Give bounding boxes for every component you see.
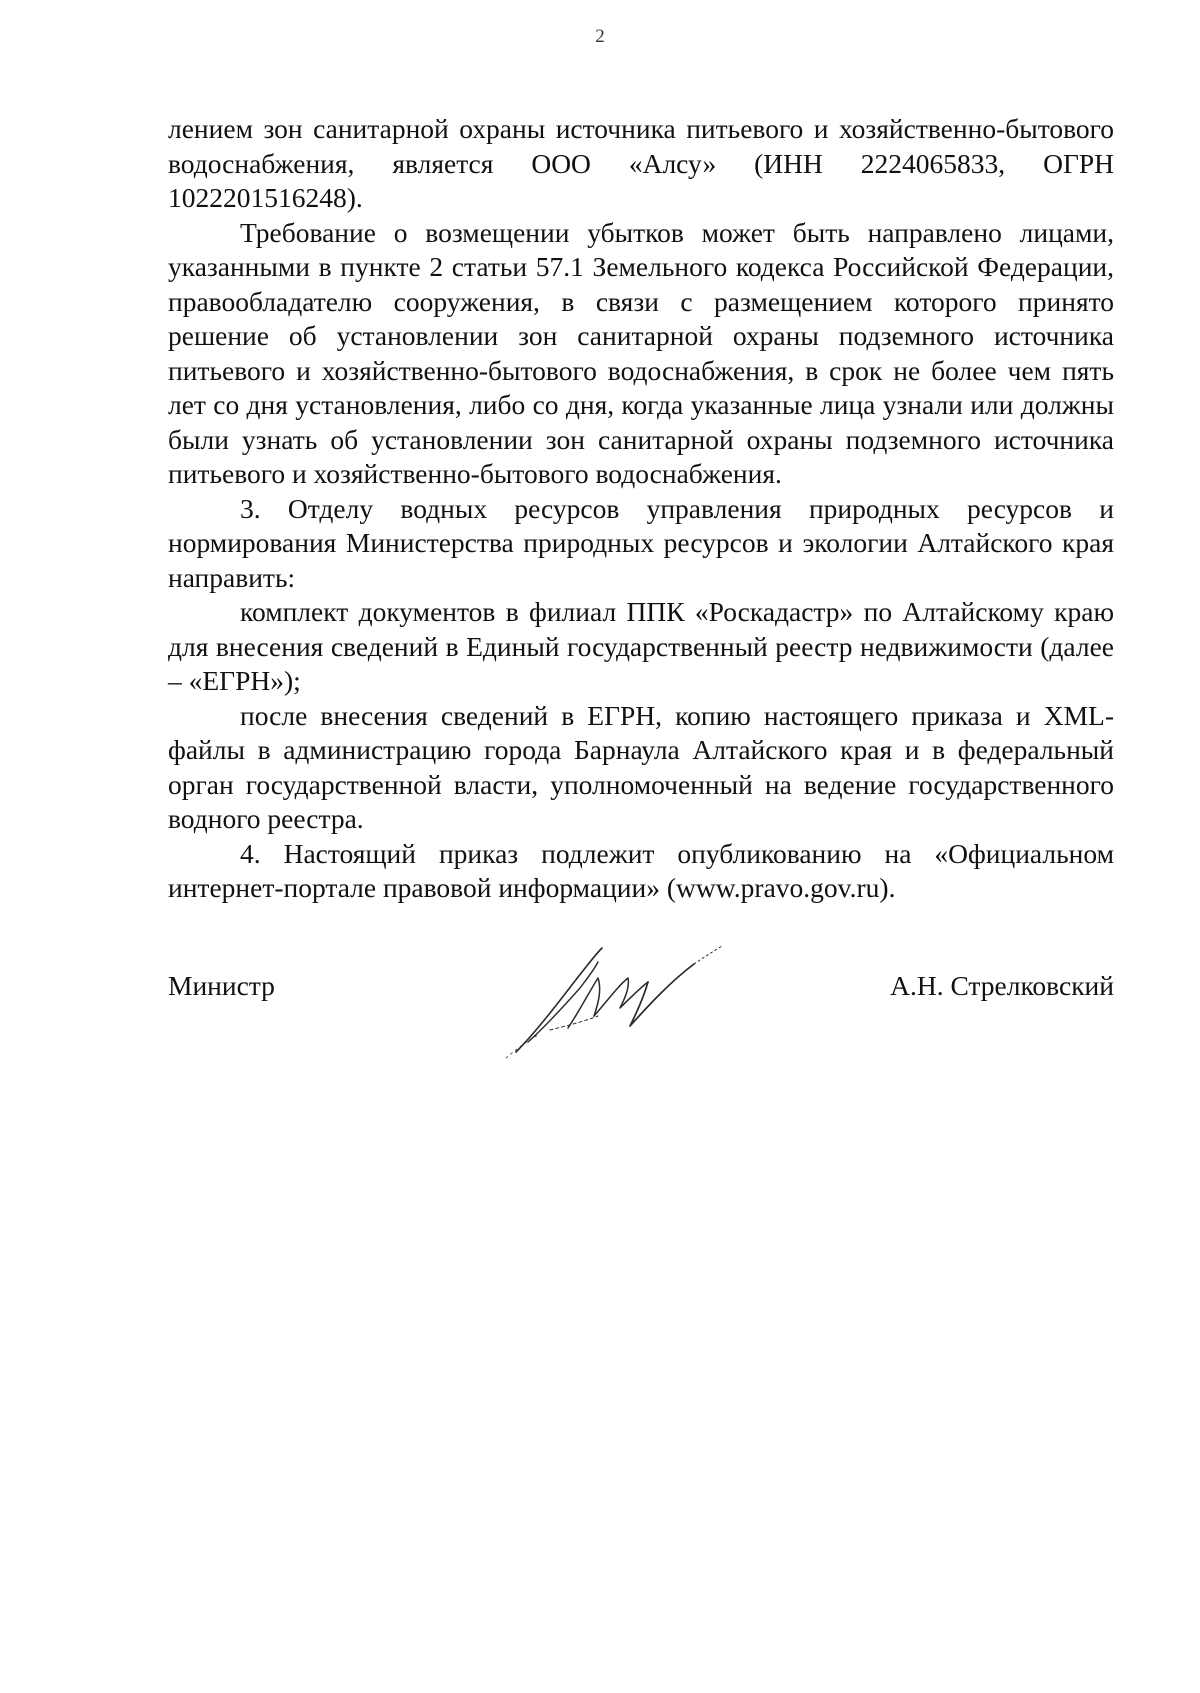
handwritten-signature xyxy=(498,930,738,1060)
document-body xyxy=(168,112,1114,906)
paragraph-continuation: лением зон санитарной охраны источника питьевого и хозяйственно-бытового водоснабжения, является ООО «Алсу» (ИНН 2224065833, ОГРН 1022201516248). xyxy=(168,113,1114,213)
paragraph-damages-claim: Требование о возмещении убытков может быть направлено лицами, указанными в пункте 2 статьи 57.1 Земельного кодекса Российской Федерации, правообладателю сооружения, в связи с размещением которого принято решение об установлении зон санитарной охраны подземного источника питьевого и хозяйственно-бытового водоснабжения, в срок не более чем пять лет со дня установления, либо со дня, когда указанные лица узнали или должны были узнать об установлении зон санитарной охраны подземного источника питьевого и хозяйственно-бытового водоснабжения. xyxy=(168,216,1114,489)
paragraph-item-3-documents: комплект документов в филиал ППК «Роскадастр» по Алтайскому краю для внесения сведений в Единый государственный реестр недвижимости (далее – «ЕГРН»); xyxy=(168,596,1114,696)
paragraph-item-3-copies: после внесения сведений в ЕГРН, копию настоящего приказа и XML-файлы в администрацию города Барнаула Алтайского края и в федеральный орган государственной власти, уполномоченный на ведение государственного водного реестра. xyxy=(168,699,1114,834)
signatory-name: А.Н. Стрелковский xyxy=(890,970,1114,1001)
signature-block xyxy=(168,930,1114,1070)
page-number: 2 xyxy=(595,26,605,47)
paragraph-item-4: 4. Настоящий приказ подлежит опубликованию на «Официальном интернет-портале правовой информации» (www.pravo.gov.ru). xyxy=(168,837,1114,903)
paragraph-item-3: 3. Отделу водных ресурсов управления природных ресурсов и нормирования Министерства природных ресурсов и экологии Алтайского края направить: xyxy=(168,492,1114,593)
signatory-title: Министр xyxy=(168,970,275,1001)
